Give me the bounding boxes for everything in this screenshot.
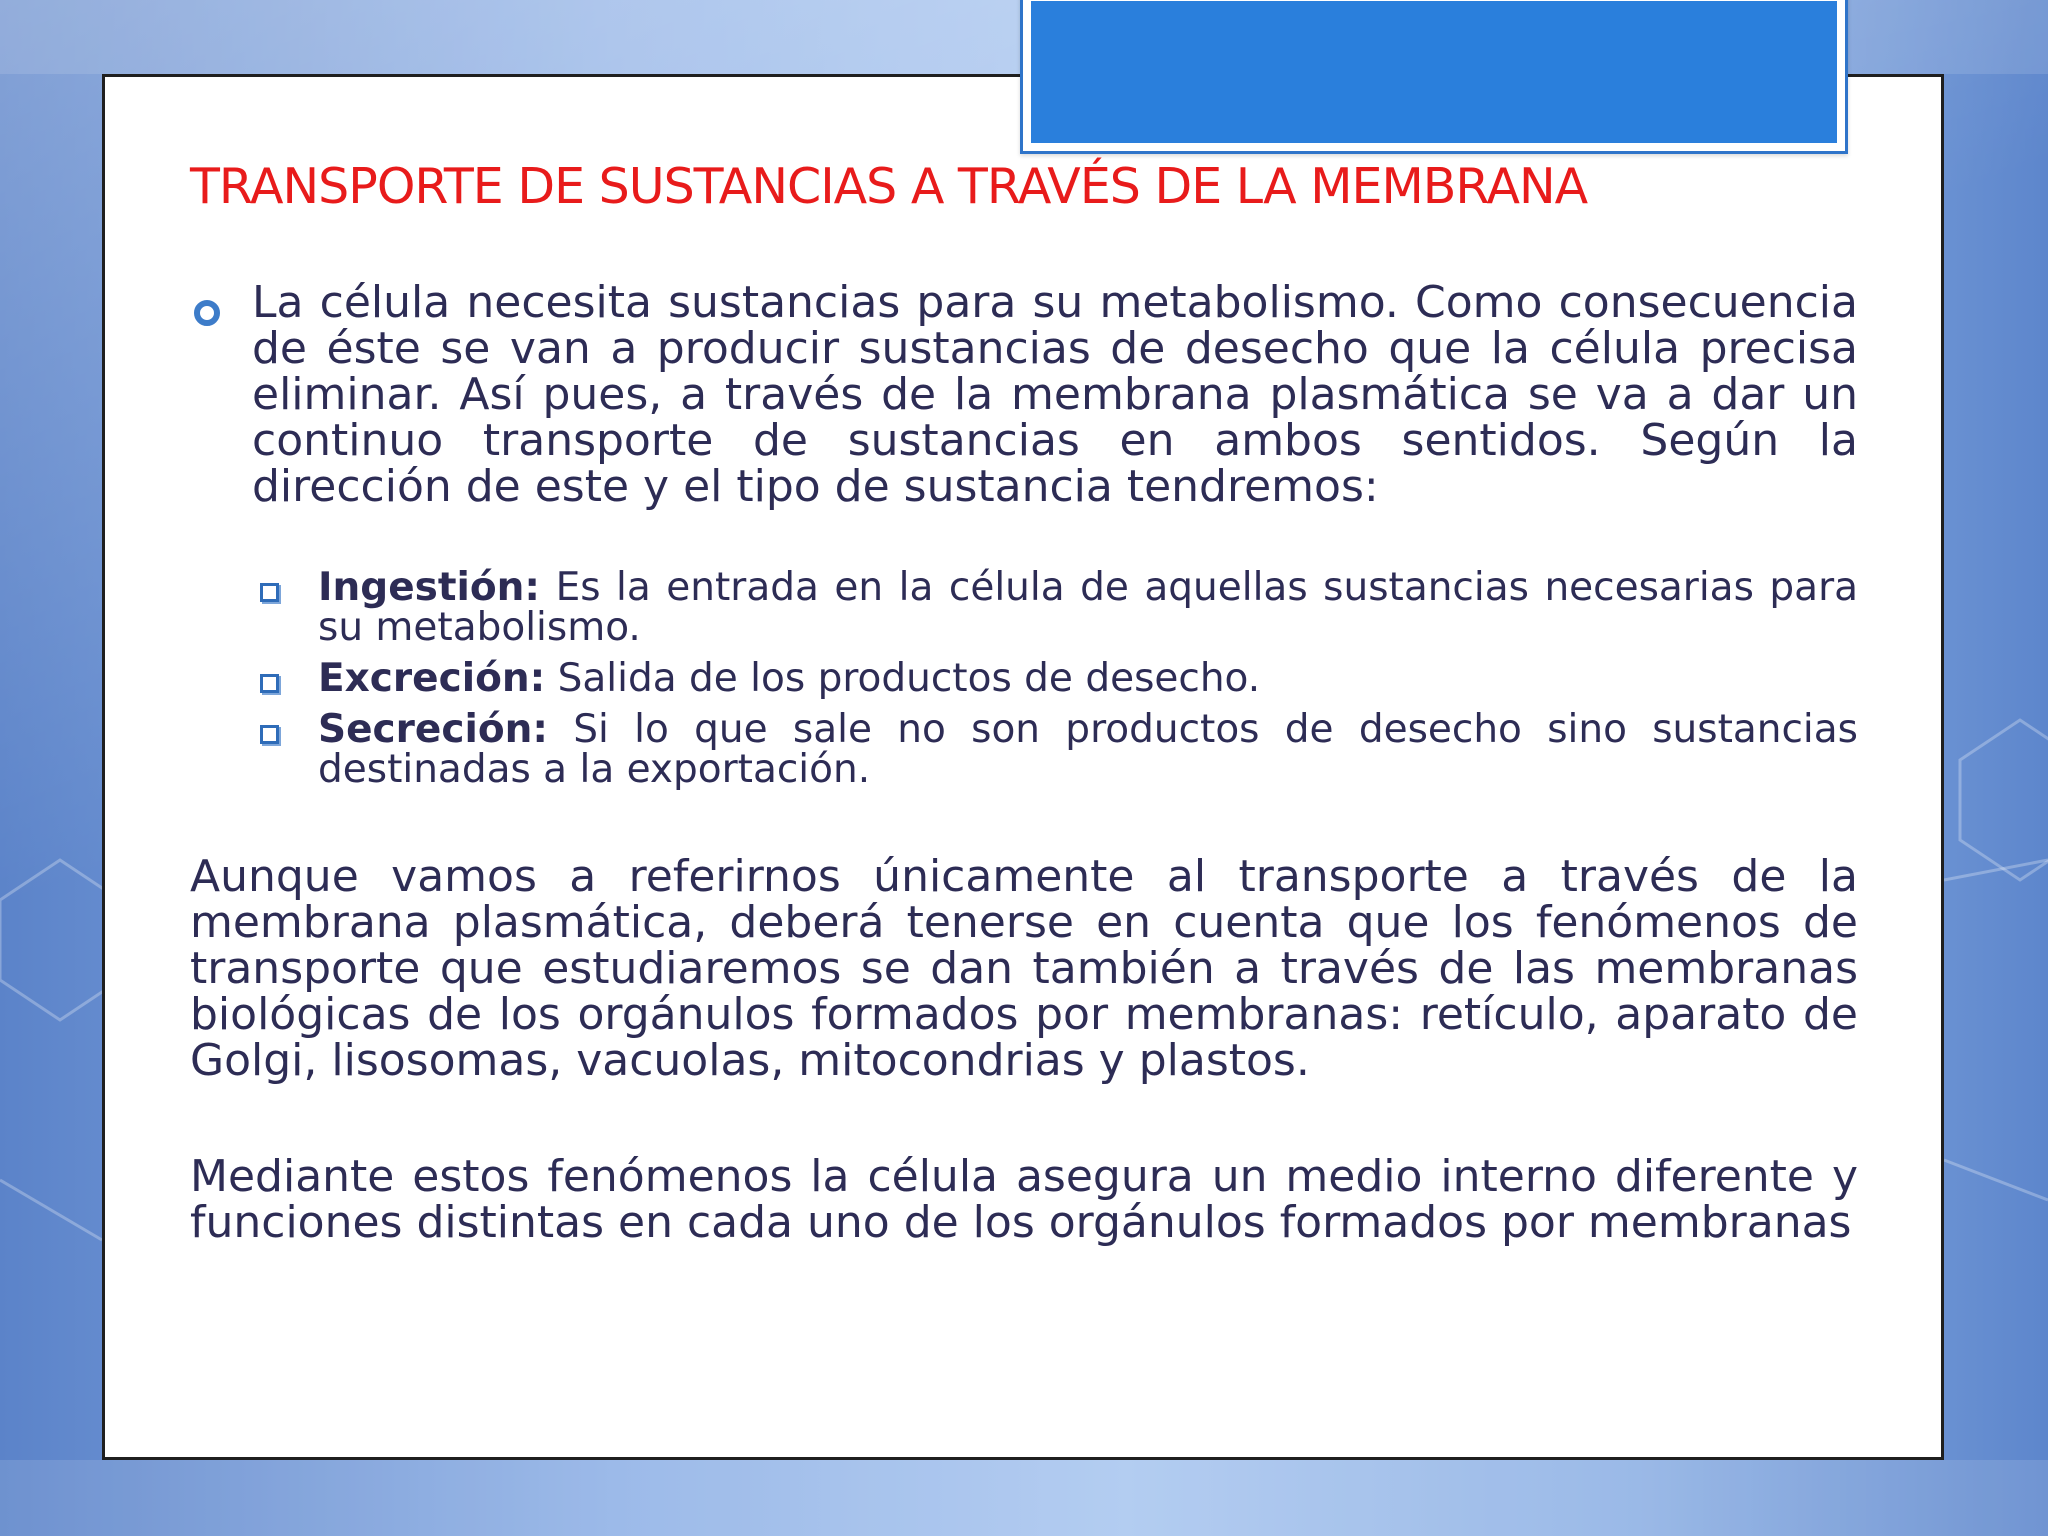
item-text: Salida de los productos de desecho. — [557, 656, 1261, 701]
square-bullet-icon — [260, 725, 279, 744]
list-item-secretion — [190, 707, 1858, 792]
square-bullet-icon — [260, 674, 279, 693]
intro-bullet — [190, 277, 1858, 512]
item-term: Secreción: — [318, 707, 548, 752]
item-term: Ingestión: — [318, 565, 541, 610]
slide-title: TRANSPORTE DE SUSTANCIAS A TRAVÉS DE LA MEMBRANA — [190, 158, 1588, 215]
item-term: Excreción: — [318, 656, 546, 701]
square-bullet-icon — [260, 583, 279, 602]
title-accent-fill — [1031, 1, 1837, 143]
intro-text: La célula necesita sustancias para su metabolismo. Como consecuencia de éste se van a producir sustancias de desecho que la célula precisa eliminar. Así pues, a través de la membrana plasmática se va a dar un continuo transporte de sustancias en ambos sentidos. Según la dirección de este y el tipo de sustancia tendremos: — [252, 277, 1858, 512]
list-item-excretion — [190, 656, 1858, 701]
paragraph-membranes: Aunque vamos a referirnos únicamente al transporte a través de la membrana plasmática, deberá tenerse en cuenta que los fenómenos de transporte que estudiaremos se dan también a través de las membranas biológicas de los orgánulos formados por membranas: retículo, aparato de Golgi, lisosomas, vacuolas, mitocondrias y plastos. — [190, 851, 1858, 1086]
slide-content — [190, 277, 1859, 1248]
transport-types-list — [190, 565, 1859, 792]
ring-bullet-icon — [194, 300, 220, 326]
item-text: Es la entrada en la célula de aquellas sustancias necesarias para su metabolismo. — [318, 565, 1859, 650]
item-text: Si lo que sale no son productos de desecho sino sustancias destinadas a la exportación. — [318, 707, 1858, 792]
list-item-ingestion — [190, 565, 1859, 650]
title-accent-box — [1020, 0, 1848, 154]
paragraph-internal-medium: Mediante estos fenómenos la célula asegura un medio interno diferente y funciones distintas en cada uno de los orgánulos formados por membranas — [190, 1151, 1858, 1248]
